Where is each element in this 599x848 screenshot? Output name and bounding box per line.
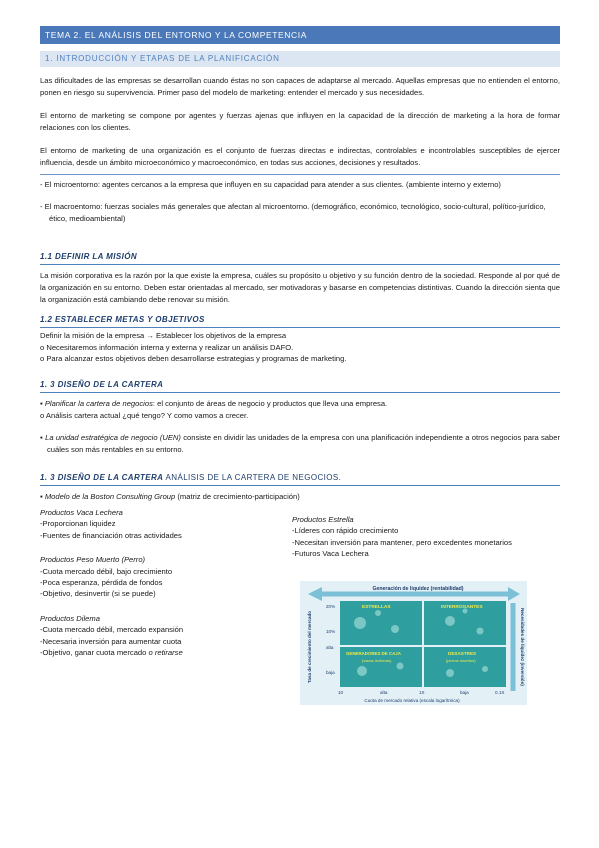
heading-rule xyxy=(40,264,560,265)
product-title: Productos Peso Muerto (Perro) xyxy=(40,555,146,565)
product-title: Productos Dilema xyxy=(40,613,100,623)
bcg-heading-plain: ANÁLISIS DE LA CARTERA DE NEGOCIOS. xyxy=(163,473,342,483)
metas-heading: 1.2 ESTABLECER METAS Y OBJETIVOS xyxy=(40,315,205,325)
section-heading: 1. INTRODUCCIÓN Y ETAPAS DE LA PLANIFICACIÓN xyxy=(40,51,560,67)
x-tick: alta xyxy=(380,689,388,695)
cartera-plan-line: ▪ Planificar la cartera de negocios: el conjunto de áreas de negocio y productos que lleva una empresa. xyxy=(40,398,388,408)
product-line: -Futuros Vaca Lechera xyxy=(292,549,369,559)
bcg-model-term: Modelo de la Boston Consulting Group xyxy=(44,492,176,502)
product-line xyxy=(40,647,280,658)
chapter-title: TEMA 2. EL ANÁLISIS DEL ENTORNO Y LA COMPETENCIA xyxy=(40,26,560,44)
document-page xyxy=(40,26,560,707)
bcg-columns xyxy=(40,507,560,707)
x-tick: 10 xyxy=(338,689,344,695)
metas-line: Definir la misión de la empresa → Establecer los objetivos de la empresa xyxy=(40,331,287,341)
uen-rest: consiste en dividir las unidades de la empresa con una planificación independiente a otros negocios para saber cuáles son más rentables en su entorno. xyxy=(47,433,560,454)
bcg-model-rest: (matriz de crecimiento-participación) xyxy=(175,492,300,502)
quadrant-sublabel: (vacas lecheras) xyxy=(362,657,392,663)
microentorno-item: - El microentorno: agentes cercanos a la empresa que influyen en su capacidad para atender a sus clientes. (ambiente interno y externo) xyxy=(40,179,501,189)
divider xyxy=(40,174,560,175)
y-tick: baja xyxy=(326,669,335,675)
product-line: -Cuota mercado débil, bajo crecimiento xyxy=(40,566,173,576)
bcg-right-label: Necesidades de liquidez (inversión) xyxy=(520,607,525,686)
uen-paragraph: ▪ La unidad estratégica de negocio (UEN) consiste en dividir las unidades de la empresa con una planificación independiente a otros negocios para saber cuáles son más rentables en su entorno. xyxy=(40,433,560,454)
product-line: -Cuota mercado débil, mercado expansión xyxy=(40,625,184,635)
uen-term: La unidad estratégica de negocio (UEN) xyxy=(45,433,181,443)
y-tick: 20% xyxy=(326,603,336,609)
bcg-section-heading xyxy=(40,472,560,483)
x-tick: 1X xyxy=(419,689,425,695)
product-title: Productos Vaca Lechera xyxy=(40,507,123,517)
y-tick: alta xyxy=(326,644,334,650)
bcg-model-line: ▪ Modelo de la Boston Consulting Group (matriz de crecimiento-participación) xyxy=(40,492,300,502)
product-line-italic: o retirarse xyxy=(148,647,183,657)
bcg-left-column xyxy=(40,507,280,658)
quadrant-label: GENERADORES DE CAJA xyxy=(346,650,401,656)
product-line: -Líderes con rápido crecimiento xyxy=(292,526,399,536)
product-line-text: -Objetivo, ganar cuota mercado xyxy=(40,647,149,657)
macroentorno-item: - El macroentorno: fuerzas sociales más generales que afectan al microentorno. (demográfico, económico, tecnológico, socio-cultural, político-jurídico, ético, medioambiental) xyxy=(40,202,546,223)
heading-rule xyxy=(40,327,560,328)
cartera-plan-term: Planificar la cartera de negocios xyxy=(44,398,153,408)
intro-paragraph-2: El entorno de marketing se compone por agentes y fuerzas ajenas que influyen en la capacidad de la dirección de marketing a la hora de formar relaciones con los clientes. xyxy=(40,111,560,132)
product-line: -Fuentes de financiación otras actividades xyxy=(40,530,182,540)
intro-paragraph-1: Las dificultades de las empresas se desarrollan cuando éstas no son capaces de adaptarse al mercado. Aquellas empresas que no entienden el entorno, ponen en riesgo su supervivencia. Primer paso del modelo de marketing: entender el mercado y sus necesidades. xyxy=(40,76,560,97)
cartera-heading: 1. 3 DISEÑO DE LA CARTERA xyxy=(40,379,164,389)
product-line: -Proporcionan liquidez xyxy=(40,519,116,529)
mision-heading: 1.1 DEFINIR LA MISIÓN xyxy=(40,252,138,262)
product-line: -Necesitan inversión para mantener, pero excedentes monetarios xyxy=(292,537,512,547)
bcg-matrix-image xyxy=(300,581,527,705)
x-tick: 0.1X xyxy=(495,689,505,695)
x-tick: baja xyxy=(460,689,469,695)
metas-line: o Necesitaremos información interna y externa y realizar un análisis DAFO. xyxy=(40,342,294,352)
quadrant-label: INTERROGANTES xyxy=(441,604,483,610)
product-line: -Objetivo, desinvertir (si se puede) xyxy=(40,589,156,599)
bcg-bottom-label: Cuota de mercado relativa (escala logarítmica) xyxy=(364,697,460,703)
product-title: Productos Estrella xyxy=(292,514,354,524)
quadrant-label: ESTRELLAS xyxy=(362,604,391,610)
product-line: -Necesaria inversión para aumentar cuota xyxy=(40,636,182,646)
quadrant-label: DESASTRES xyxy=(448,650,477,656)
bcg-heading-italic: 1. 3 DISEÑO DE LA CARTERA xyxy=(40,473,164,483)
y-tick: 10% xyxy=(326,628,336,634)
cartera-plan-rest: : el conjunto de áreas de negocio y productos que lleva una empresa. xyxy=(152,398,388,408)
heading-rule xyxy=(40,485,560,486)
product-line: -Poca esperanza, pérdida de fondos xyxy=(40,577,163,587)
cartera-plan-sub: o Análisis cartera actual ¿qué tengo? Y como vamos a crecer. xyxy=(40,410,249,420)
bcg-left-label: Tasa de crecimiento del mercado xyxy=(307,610,312,683)
metas-line: o Para alcanzar estos objetivos deben desarrollarse estrategias y programas de marketing. xyxy=(40,354,347,364)
bcg-top-label: Generación de liquidez (rentabilidad) xyxy=(372,585,464,592)
intro-paragraph-3: El entorno de marketing de una organización es el conjunto de fuerzas directas e indirectas, controlables e incontrolables susceptibles de ejercer influencia, desde un ámbito microeconómico y macroeconómico, en todas sus acciones, decisiones y resultados. xyxy=(40,146,560,167)
bcg-right-column xyxy=(292,514,562,560)
heading-rule xyxy=(40,392,560,393)
mision-text: La misión corporativa es la razón por la que existe la empresa, cuáles su propósito u objetivo y su función dentro de la sociedad. Responde al por qué de la organización en su entorno. Deben estar orientadas al mercado, ser motivadoras y basarse en competencias distintivas. Cuando la dirección sienta que la organización está cambiando debe renovar su misión. xyxy=(40,271,560,304)
quadrant-sublabel: (perros muertos) xyxy=(446,657,476,663)
